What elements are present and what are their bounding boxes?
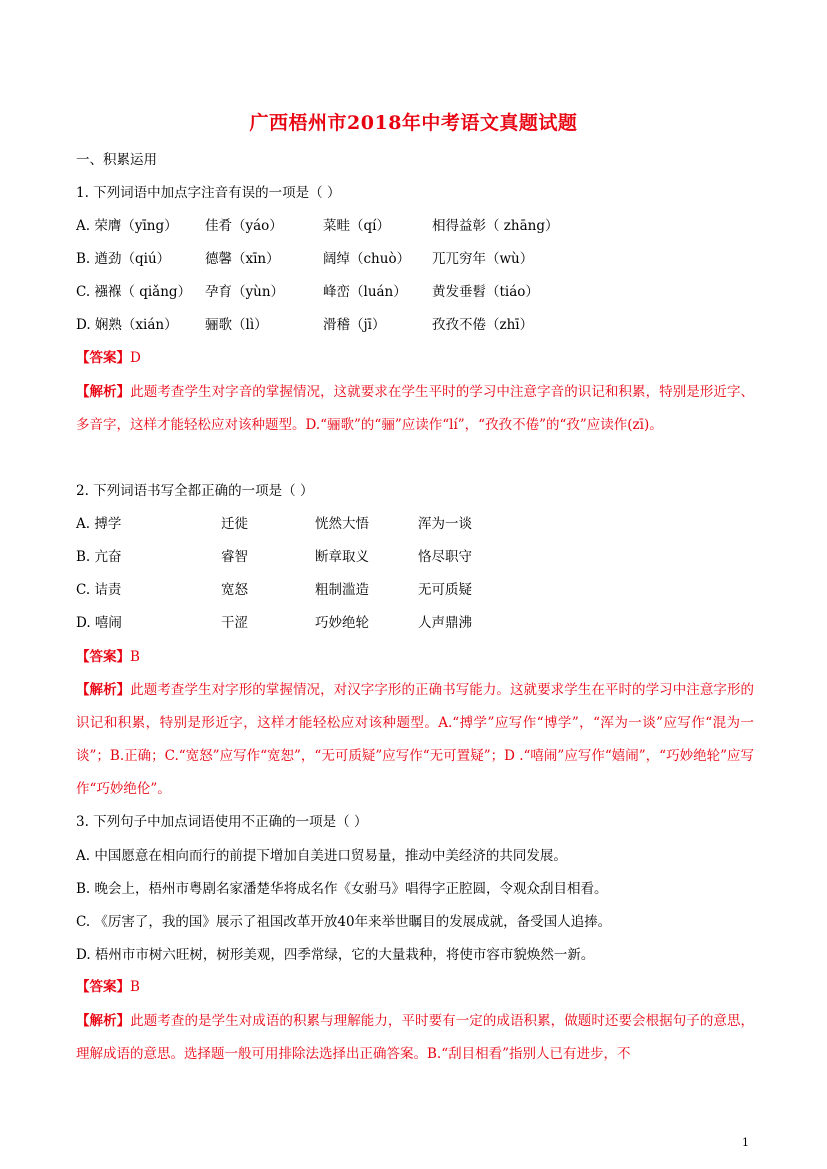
question-3-option-c: C. 《厉害了，我的国》展示了祖国改革开放40年来举世瞩目的发展成就，备受国人追捧。 xyxy=(76,914,612,930)
question-2-option-c xyxy=(76,580,776,600)
option-item: 佳肴（yáo） xyxy=(205,218,283,234)
option-item: 孕育（yùn） xyxy=(205,284,285,300)
option-item: 德馨（xīn） xyxy=(205,251,280,267)
question-2-analysis xyxy=(76,674,754,806)
option-item: 恍然大悟 xyxy=(315,516,369,532)
option-item: 干涩 xyxy=(221,615,248,631)
section-heading: 一、积累运用 xyxy=(76,152,157,168)
analysis-tag: 【解析】 xyxy=(76,384,131,400)
question-1-option-d xyxy=(76,315,776,335)
question-3-analysis xyxy=(76,1005,754,1071)
question-1-option-b xyxy=(76,249,776,269)
option-item: 无可质疑 xyxy=(418,582,472,598)
answer-tag: 【答案】 xyxy=(76,649,130,665)
answer-tag: 【答案】 xyxy=(76,979,130,995)
option-item: 阔绰（chuò） xyxy=(323,251,411,267)
option-item: 迁徙 xyxy=(221,516,248,532)
question-2-option-b xyxy=(76,547,776,567)
question-2-option-d xyxy=(76,613,776,633)
option-item: B. 遒劲（qiú） xyxy=(76,251,171,267)
option-item: 恪尽职守 xyxy=(418,549,472,565)
question-1-analysis xyxy=(76,376,754,442)
page-number: 1 xyxy=(742,1136,749,1149)
option-item: 睿智 xyxy=(221,549,248,565)
answer-value: D xyxy=(130,350,141,366)
option-item: 孜孜不倦（zhī） xyxy=(432,317,534,333)
option-item: 相得益彰（ zhāng） xyxy=(432,218,559,234)
answer-value: B xyxy=(130,979,140,995)
option-item: C. 诘责 xyxy=(76,582,122,598)
question-1-option-c xyxy=(76,282,776,302)
question-1-option-a xyxy=(76,216,776,236)
option-item: 巧妙绝轮 xyxy=(315,615,369,631)
option-item: 粗制滥造 xyxy=(315,582,369,598)
option-item: 宽怒 xyxy=(221,582,248,598)
question-3-option-b: B. 晚会上，梧州市粤剧名家潘楚华将成名作《女驸马》唱得字正腔圆，令观众刮目相看。 xyxy=(76,881,608,897)
option-item: 兀兀穷年（wù） xyxy=(432,251,534,267)
option-item: 断章取义 xyxy=(315,549,369,565)
option-item: 骊歌（lì） xyxy=(205,317,268,333)
option-item: 滑稽（jī） xyxy=(323,317,386,333)
analysis-tag: 【解析】 xyxy=(76,682,131,698)
question-2-answer xyxy=(76,647,140,667)
option-item: D. 嘻闹 xyxy=(76,615,122,631)
question-3-option-a: A. 中国愿意在相向而行的前提下增加自美进口贸易量，推动中美经济的共同发展。 xyxy=(76,848,567,864)
analysis-text: 此题考查的是学生对成语的积累与理解能力，平时要有一定的成语积累，做题时还要会根据句子的意思，理解成语的意思。选择题一般可用排除法选择出正确答案。B.“刮目相看”指别人已有进步，不 xyxy=(76,1013,755,1062)
analysis-tag: 【解析】 xyxy=(76,1013,131,1029)
question-3-stem: 3. 下列句子中加点词语使用不正确的一项是（ ） xyxy=(76,814,368,830)
option-item: 人声鼎沸 xyxy=(418,615,472,631)
answer-tag: 【答案】 xyxy=(76,350,130,366)
option-item: C. 襁褓（ qiǎng） xyxy=(76,284,192,300)
page-title: 广西梧州市2018年中考语文真题试题 xyxy=(249,112,578,134)
option-item: 菜畦（qí） xyxy=(323,218,390,234)
option-item: A. 搏学 xyxy=(76,516,122,532)
question-2-stem: 2. 下列词语书写全都正确的一项是（ ） xyxy=(76,483,314,499)
question-3-option-d: D. 梧州市市树六旺树，树形美观，四季常绿，它的大量栽种，将使市容市貌焕然一新。 xyxy=(76,947,595,963)
option-item: 浑为一谈 xyxy=(418,516,472,532)
analysis-text: 此题考查学生对字音的掌握情况，这就要求在学生平时的学习中注意字音的识记和积累，特别是形近字、多音字，这样才能轻松应对该种题型。D.“骊歌”的“骊”应读作“lí”，“孜孜不倦”的“孜”应读作(zī)。 xyxy=(76,384,755,433)
option-item: 峰峦（luán） xyxy=(323,284,407,300)
question-2-option-a xyxy=(76,514,776,534)
answer-value: B xyxy=(130,649,140,665)
option-item: A. 荣膺（yīng） xyxy=(76,218,178,234)
question-1-answer xyxy=(76,348,141,368)
option-item: D. 娴熟（xián） xyxy=(76,317,178,333)
question-3-answer xyxy=(76,977,140,997)
option-item: 黄发垂髫（tiáo） xyxy=(432,284,539,300)
analysis-text: 此题考查学生对字形的掌握情况，对汉字字形的正确书写能力。这就要求学生在平时的学习中注意字形的识记和积累，特别是形近字，这样才能轻松应对该种题型。A.“搏学”应写作“博学”，“浑为一谈”应写作“混为一谈”；B.正确；C.“宽怒”应写作“宽恕”，“无可质疑”应写作“无可置疑”；D .“嘻闹”应写作“嬉闹”，“巧妙绝轮”应写作“巧妙绝伦”。 xyxy=(76,682,755,797)
question-1-stem: 1. 下列词语中加点字注音有误的一项是（ ） xyxy=(76,185,341,201)
option-item: B. 亢奋 xyxy=(76,549,122,565)
